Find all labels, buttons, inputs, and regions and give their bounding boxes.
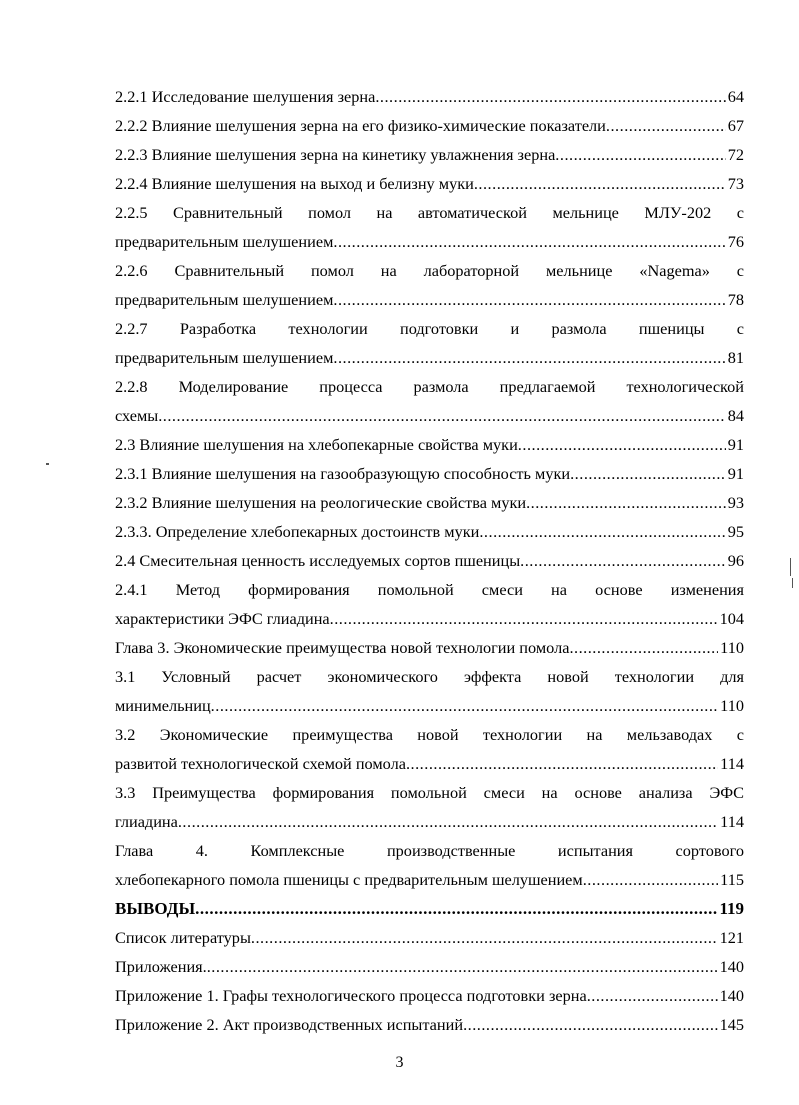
toc-entry-page: 84	[727, 406, 744, 425]
toc-entry	[115, 169, 744, 198]
toc-entry-page: 93	[727, 493, 744, 512]
toc-entry	[115, 343, 744, 372]
toc-entry-page: 110	[720, 638, 744, 657]
toc-entry-title: предварительным шелушением	[115, 232, 334, 251]
dot-leader	[375, 82, 725, 111]
toc-entry-title: Приложения.	[115, 957, 207, 976]
toc-entry-page: 67	[727, 116, 744, 135]
toc-entry-page: 72	[727, 145, 744, 164]
toc-entry	[115, 952, 744, 981]
toc-entry-title: 2.2.3 Влияние шелушения зерна на кинетику увлажнения зерна	[115, 145, 556, 164]
toc-entry-page: 119	[719, 899, 744, 918]
dot-leader	[406, 749, 718, 778]
toc-entry	[115, 546, 744, 575]
toc-entry	[115, 894, 744, 923]
toc-entry-title: 2.3.3. Определение хлебопекарных достоинств муки	[115, 522, 480, 541]
toc-entry-first-line: 2.2.8 Моделирование процесса размола предлагаемой технологической	[115, 377, 744, 396]
table-of-contents	[115, 82, 744, 1039]
toc-entry	[115, 749, 744, 778]
toc-entry	[115, 430, 744, 459]
toc-entry-title: характеристики ЭФС глиадина	[115, 609, 330, 628]
toc-entry	[115, 633, 744, 662]
toc-entry-page: 64	[727, 87, 744, 106]
toc-entry-first-line: 2.4.1 Метод формирования помольной смеси на основе изменения	[115, 580, 744, 599]
dot-leader	[463, 1010, 718, 1039]
toc-entry	[115, 111, 744, 140]
scan-mark-right	[790, 558, 791, 576]
toc-entry-page: 115	[720, 870, 744, 889]
toc-entry-title: Глава 3. Экономические преимущества новой технологии помола	[115, 638, 570, 657]
dot-leader	[474, 169, 726, 198]
toc-entry	[115, 981, 744, 1010]
toc-entry	[115, 401, 744, 430]
toc-entry-first-line: 2.2.7 Разработка технологии подготовки и размола пшеницы с	[115, 319, 744, 338]
toc-entry	[115, 807, 744, 836]
dot-leader	[520, 546, 726, 575]
toc-entry-title: ВЫВОДЫ	[115, 899, 196, 918]
toc-entry-title: 2.2.2 Влияние шелушения зерна на его физико-химические показатели	[115, 116, 606, 135]
dot-leader	[158, 401, 726, 430]
scan-speck	[46, 463, 49, 465]
toc-entry-title: минимельниц	[115, 696, 211, 715]
toc-entry-page: 114	[720, 812, 744, 831]
toc-entry-first-line: Глава 4. Комплексные производственные испытания сортового	[115, 841, 744, 860]
toc-entry-first-line: 2.2.6 Сравнительный помол на лабораторной мельнице «Nagema» с	[115, 261, 744, 280]
toc-entry-page: 140	[719, 957, 744, 976]
toc-entry	[115, 227, 744, 256]
dot-leader	[570, 459, 726, 488]
toc-entry-title: 2.2.4 Влияние шелушения на выход и белизну муки	[115, 174, 474, 193]
toc-entry-page: 78	[727, 290, 744, 309]
toc-entry-title: предварительным шелушением	[115, 290, 334, 309]
dot-leader	[583, 865, 718, 894]
dot-leader	[251, 923, 718, 952]
toc-entry-page: 95	[727, 522, 744, 541]
toc-entry	[115, 82, 744, 111]
toc-entry	[115, 140, 744, 169]
toc-entry-title: 2.2.1 Исследование шелушения зерна	[115, 87, 376, 106]
toc-entry-title: хлебопекарного помола пшеницы с предварительным шелушением	[115, 870, 583, 889]
toc-entry-title: предварительным шелушением	[115, 348, 334, 367]
toc-entry-page: 104	[719, 609, 744, 628]
toc-entry	[115, 285, 744, 314]
dot-leader	[606, 111, 726, 140]
dot-leader	[518, 430, 726, 459]
dot-leader	[333, 227, 725, 256]
toc-entry-page: 91	[727, 435, 744, 454]
toc-entry-title: развитой технологической схемой помола	[115, 754, 406, 773]
page-number: 3	[395, 1054, 404, 1071]
toc-entry-page: 91	[727, 464, 744, 483]
dot-leader	[211, 691, 719, 720]
dot-leader	[195, 894, 717, 923]
toc-entry	[115, 604, 744, 633]
toc-entry-page: 76	[727, 232, 744, 251]
toc-entry	[115, 1010, 744, 1039]
toc-entry	[115, 923, 744, 952]
toc-entry-first-line: 3.3 Преимущества формирования помольной смеси на основе анализа ЭФС	[115, 783, 744, 802]
toc-entry	[115, 517, 744, 546]
dot-leader	[569, 633, 718, 662]
toc-entry-title: 2.4 Смесительная ценность исследуемых сортов пшеницы	[115, 551, 521, 570]
dot-leader	[333, 285, 725, 314]
dot-leader	[333, 343, 725, 372]
toc-entry-page: 114	[720, 754, 744, 773]
scan-mark-right-2	[792, 578, 793, 588]
dot-leader	[207, 952, 718, 981]
toc-entry-first-line: 2.2.5 Сравнительный помол на автоматической мельнице МЛУ-202 с	[115, 203, 744, 222]
toc-entry-title: 2.3 Влияние шелушения на хлебопекарные свойства муки	[115, 435, 518, 454]
toc-entry	[115, 691, 744, 720]
toc-entry-page: 121	[719, 928, 744, 947]
dot-leader	[555, 140, 725, 169]
toc-entry	[115, 865, 744, 894]
toc-entry-page: 145	[719, 1015, 744, 1034]
toc-entry-page: 140	[719, 986, 744, 1005]
toc-entry-page: 110	[720, 696, 744, 715]
toc-entry-title: схемы	[115, 406, 159, 425]
toc-entry-page: 81	[727, 348, 744, 367]
dot-leader	[526, 488, 726, 517]
toc-entry-title: Приложение 1. Графы технологического процесса подготовки зерна	[115, 986, 587, 1005]
toc-entry	[115, 459, 744, 488]
toc-entry-first-line: 3.1 Условный расчет экономического эффекта новой технологии для	[115, 667, 744, 686]
dot-leader	[330, 604, 718, 633]
dot-leader	[587, 981, 718, 1010]
dot-leader	[178, 807, 718, 836]
toc-entry-title: 2.3.2 Влияние шелушения на реологические свойства муки	[115, 493, 527, 512]
toc-entry	[115, 488, 744, 517]
toc-entry-title: глиадина	[115, 812, 178, 831]
toc-entry-first-line: 3.2 Экономические преимущества новой технологии на мельзаводах с	[115, 725, 744, 744]
dot-leader	[479, 517, 725, 546]
toc-entry-title: 2.3.1 Влияние шелушения на газообразующую способность муки	[115, 464, 571, 483]
toc-entry-page: 73	[727, 174, 744, 193]
toc-entry-title: Список литературы	[115, 928, 251, 947]
toc-entry-title: Приложение 2. Акт производственных испытаний	[115, 1015, 464, 1034]
toc-entry-page: 96	[727, 551, 744, 570]
